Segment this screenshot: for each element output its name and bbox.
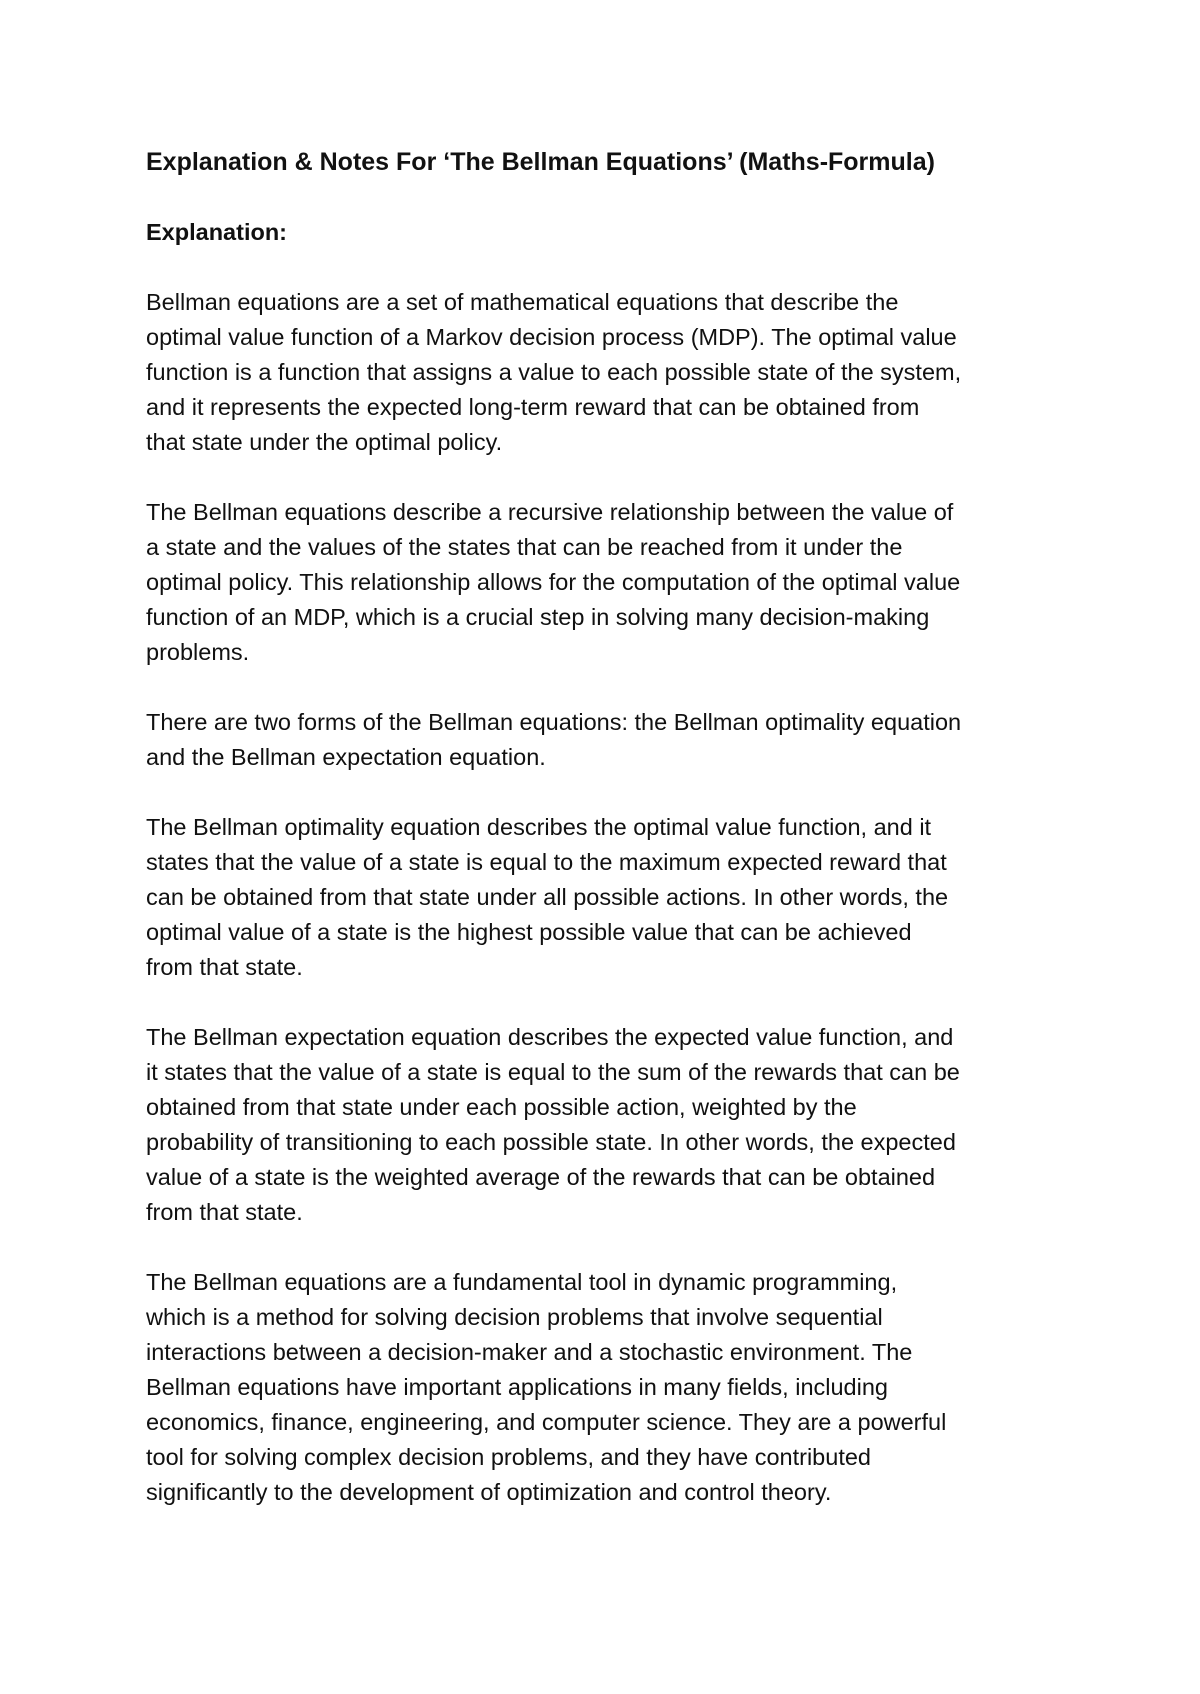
paragraph-line: function of an MDP, which is a crucial step in solving many decision-making <box>146 604 930 630</box>
paragraph-line: interactions between a decision-maker and a stochastic environment. The <box>146 1339 913 1365</box>
paragraph-line: optimal policy. This relationship allows for the computation of the optimal value <box>146 569 961 595</box>
paragraph-line: economics, finance, engineering, and computer science. They are a powerful <box>146 1409 947 1435</box>
paragraph-line: and it represents the expected long-term reward that can be obtained from <box>146 394 920 420</box>
paragraph-line: tool for solving complex decision problems, and they have contributed <box>146 1444 871 1470</box>
paragraph-line: function is a function that assigns a value to each possible state of the system, <box>146 359 962 385</box>
body-paragraph <box>146 705 1080 775</box>
body-paragraph <box>146 1020 1080 1230</box>
document-title: Explanation & Notes For ‘The Bellman Equations’ (Maths-Formula) <box>146 148 935 176</box>
paragraph-list <box>146 285 1080 1510</box>
paragraph-line: There are two forms of the Bellman equations: the Bellman optimality equation <box>146 709 962 735</box>
paragraph-line: which is a method for solving decision problems that involve sequential <box>146 1304 883 1330</box>
paragraph-line: Bellman equations are a set of mathematical equations that describe the <box>146 289 899 315</box>
paragraph-line: obtained from that state under each possible action, weighted by the <box>146 1094 857 1120</box>
body-paragraph <box>146 495 1080 670</box>
paragraph-line: value of a state is the weighted average of the rewards that can be obtained <box>146 1164 936 1190</box>
paragraph-line: a state and the values of the states that can be reached from it under the <box>146 534 903 560</box>
paragraph-line: The Bellman equations describe a recursive relationship between the value of <box>146 499 954 525</box>
paragraph-line: The Bellman optimality equation describes the optimal value function, and it <box>146 814 932 840</box>
paragraph-line: optimal value of a state is the highest possible value that can be achieved <box>146 919 912 945</box>
paragraph-line: that state under the optimal policy. <box>146 429 503 455</box>
section-heading-explanation: Explanation: <box>146 219 288 245</box>
paragraph-line: from that state. <box>146 954 303 980</box>
paragraph-line: The Bellman equations are a fundamental tool in dynamic programming, <box>146 1269 898 1295</box>
paragraph-line: problems. <box>146 639 250 665</box>
paragraph-line: can be obtained from that state under all possible actions. In other words, the <box>146 884 949 910</box>
paragraph-line: probability of transitioning to each possible state. In other words, the expected <box>146 1129 956 1155</box>
paragraph-line: and the Bellman expectation equation. <box>146 744 546 770</box>
paragraph-line: The Bellman expectation equation describes the expected value function, and <box>146 1024 954 1050</box>
body-paragraph <box>146 810 1080 985</box>
paragraph-line: Bellman equations have important applications in many fields, including <box>146 1374 888 1400</box>
paragraph-line: it states that the value of a state is equal to the sum of the rewards that can be <box>146 1059 960 1085</box>
paragraph-line: optimal value function of a Markov decision process (MDP). The optimal value <box>146 324 957 350</box>
body-paragraph <box>146 285 1080 460</box>
paragraph-line: significantly to the development of optimization and control theory. <box>146 1479 832 1505</box>
body-paragraph <box>146 1265 1080 1510</box>
paragraph-line: from that state. <box>146 1199 303 1225</box>
paragraph-line: states that the value of a state is equal to the maximum expected reward that <box>146 849 947 875</box>
